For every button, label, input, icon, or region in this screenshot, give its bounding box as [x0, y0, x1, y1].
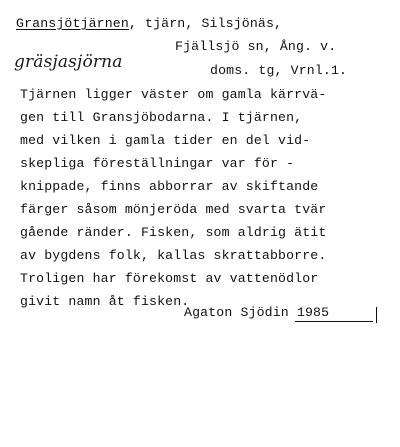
handwritten-dialect-form: gräsjasjörna	[14, 52, 123, 72]
card-line-2: Fjällsjö sn, Ång. v.	[175, 39, 337, 54]
margin-tick	[376, 307, 377, 323]
headword: Gransjötjärnen	[16, 16, 129, 31]
body-line: av bygdens folk, kallas skrattabborre.	[20, 248, 327, 263]
signature: Agaton Sjödin 1985	[184, 305, 330, 320]
card-line-1	[16, 17, 282, 30]
body-line: med vilken i gamla tider en del vid-	[20, 133, 311, 148]
body-line: gående ränder. Fisken, som aldrig ätit	[20, 225, 327, 240]
body-line: Troligen har förekomst av vattenödlor	[20, 271, 319, 286]
body-line: givit namn åt fisken.	[20, 294, 190, 309]
body-line: gen till Gransjöbodarna. I tjärnen,	[20, 110, 303, 125]
headword-description: , tjärn, Silsjönäs,	[128, 16, 283, 31]
signature-rule	[295, 321, 373, 322]
body-line: Tjärnen ligger väster om gamla kärrvä-	[20, 87, 327, 102]
card-line-3: doms. tg, Vrnl.1.	[210, 63, 348, 78]
body-line: färger såsom mönjeröda med svarta tvär	[20, 202, 327, 217]
body-line: skepliga föreställningar var för -	[20, 156, 295, 171]
body-line: knippade, finns abborrar av skiftande	[20, 179, 319, 194]
